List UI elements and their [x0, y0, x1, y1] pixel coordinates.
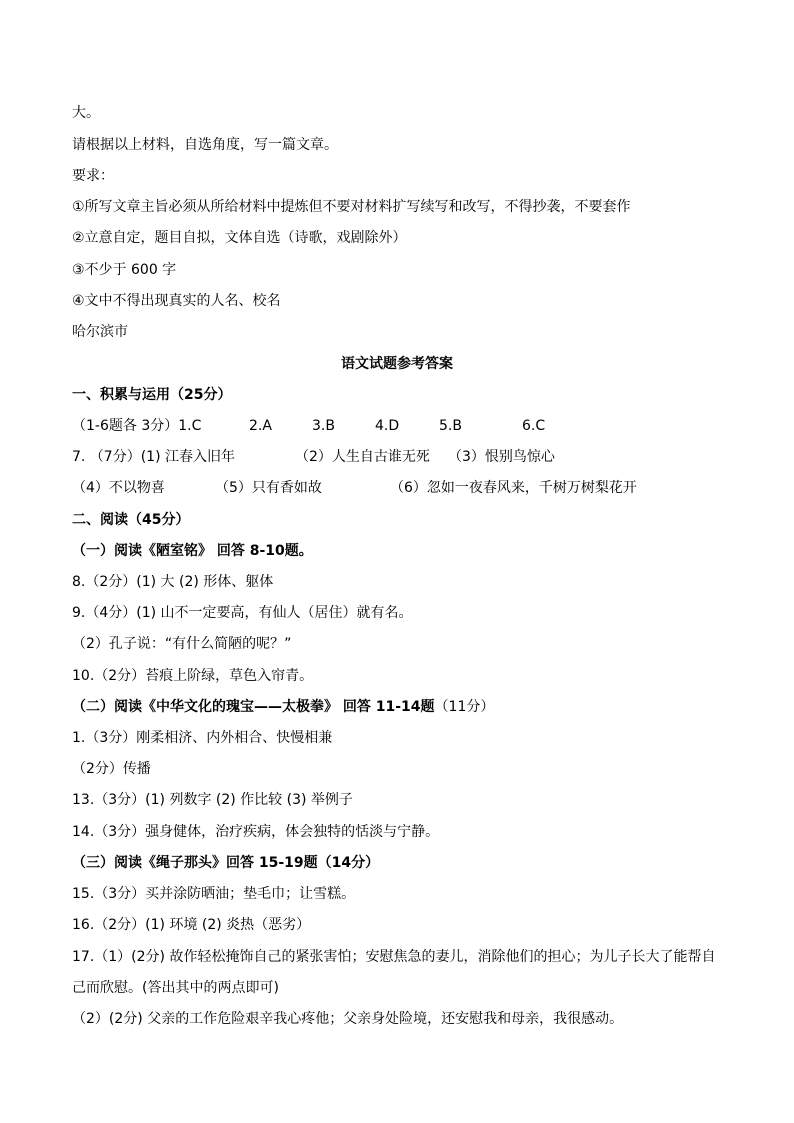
- answer-q8: 8.（2分）(1) 大 (2) 形体、躯体: [72, 574, 274, 590]
- answer-q14: 14.（3分）强身健体，治疗疾病，体会独特的恬淡与宁静。: [72, 824, 440, 840]
- reading-part-2-heading: [72, 698, 494, 716]
- answer-q7-part-2: （2）人生自古谁无死: [295, 449, 430, 465]
- prompt-instruction: 请根据以上材料，自选角度，写一篇文章。: [72, 137, 338, 153]
- answer-q17-2: （2）(2分) 父亲的工作危险艰辛我心疼他；父亲身处险境，还安慰我和母亲，我很感动。: [72, 1011, 624, 1027]
- answer-q5: 5.B: [439, 418, 462, 434]
- requirement-1: ①所写文章主旨必须从所给材料中提炼但不要对材料扩写续写和改写，不得抄袭，不要套作: [72, 199, 631, 215]
- requirements-label: 要求：: [72, 168, 114, 184]
- answer-q4: 4.D: [375, 418, 400, 434]
- reading-part-2-title: （二）阅读《中华文化的瑰宝——太极拳》 回答 11-14题: [72, 699, 435, 715]
- requirement-4: ④文中不得出现真实的人名、校名: [72, 293, 281, 309]
- reading-part-1-heading: （一）阅读《陋室铭》 回答 8-10题。: [72, 543, 313, 559]
- answer-q7-part-1: 7. （7分）(1) 江春入旧年: [72, 449, 235, 465]
- city-label: 哈尔滨市: [72, 324, 128, 340]
- requirement-3: ③不少于 600 字: [72, 262, 177, 278]
- answer-q7-part-4: （4）不以物喜: [72, 480, 165, 496]
- answer-q15: 15.（3分）买并涂防晒油；垫毛巾；让雪糕。: [72, 886, 356, 902]
- intro-line-1: 大。: [72, 105, 100, 121]
- answer-q11: 1.（3分）刚柔相济、内外相合、快慢相兼: [72, 730, 333, 746]
- answer-q13: 13.（3分）(1) 列数字 (2) 作比较 (3) 举例子: [72, 792, 353, 808]
- answer-q1-6: （1-6题各 3分）1.C: [72, 418, 202, 434]
- answer-q17-1-line-1: 17.（1）(2分) 故作轻松掩饰自己的紧张害怕；安慰焦急的妻儿，消除他们的担心；为儿子长大了能帮自: [72, 949, 716, 965]
- requirement-2: ②立意自定，题目自拟，文体自选（诗歌，戏剧除外）: [72, 230, 407, 246]
- answer-q9-2: （2）孔子说：“有什么简陋的呢？”: [72, 636, 292, 652]
- answer-q6: 6.C: [522, 418, 546, 434]
- answer-q10: 10.（2分）苔痕上阶绿，草色入帘青。: [72, 668, 314, 684]
- answer-q3: 3.B: [312, 418, 335, 434]
- answer-q7-part-3: （3）恨别鸟惊心: [448, 449, 555, 465]
- answer-q17-1-line-2: 己而欣慰。(答出其中的两点即可): [72, 980, 279, 996]
- answer-q2: 2.A: [249, 418, 272, 434]
- section-1-heading: 一、积累与运用（25分）: [72, 387, 232, 403]
- answer-q9: 9.（4分）(1) 山不一定要高，有仙人（居住）就有名。: [72, 605, 413, 621]
- answer-q7-part-6: （6）忽如一夜春风来，千树万树梨花开: [390, 480, 637, 496]
- section-2-heading: 二、阅读（45分）: [72, 512, 190, 528]
- answer-q7-part-5: （5）只有香如故: [215, 480, 322, 496]
- answer-q16: 16.（2分）(1) 环境 (2) 炎热（恶劣）: [72, 917, 311, 933]
- reading-part-2-score: （11分）: [434, 699, 495, 715]
- answers-title: 语文试题参考答案: [341, 356, 453, 372]
- answer-q12: （2分）传播: [72, 761, 151, 777]
- reading-part-3-heading: （三）阅读《绳子那头》回答 15-19题（14分）: [72, 855, 380, 871]
